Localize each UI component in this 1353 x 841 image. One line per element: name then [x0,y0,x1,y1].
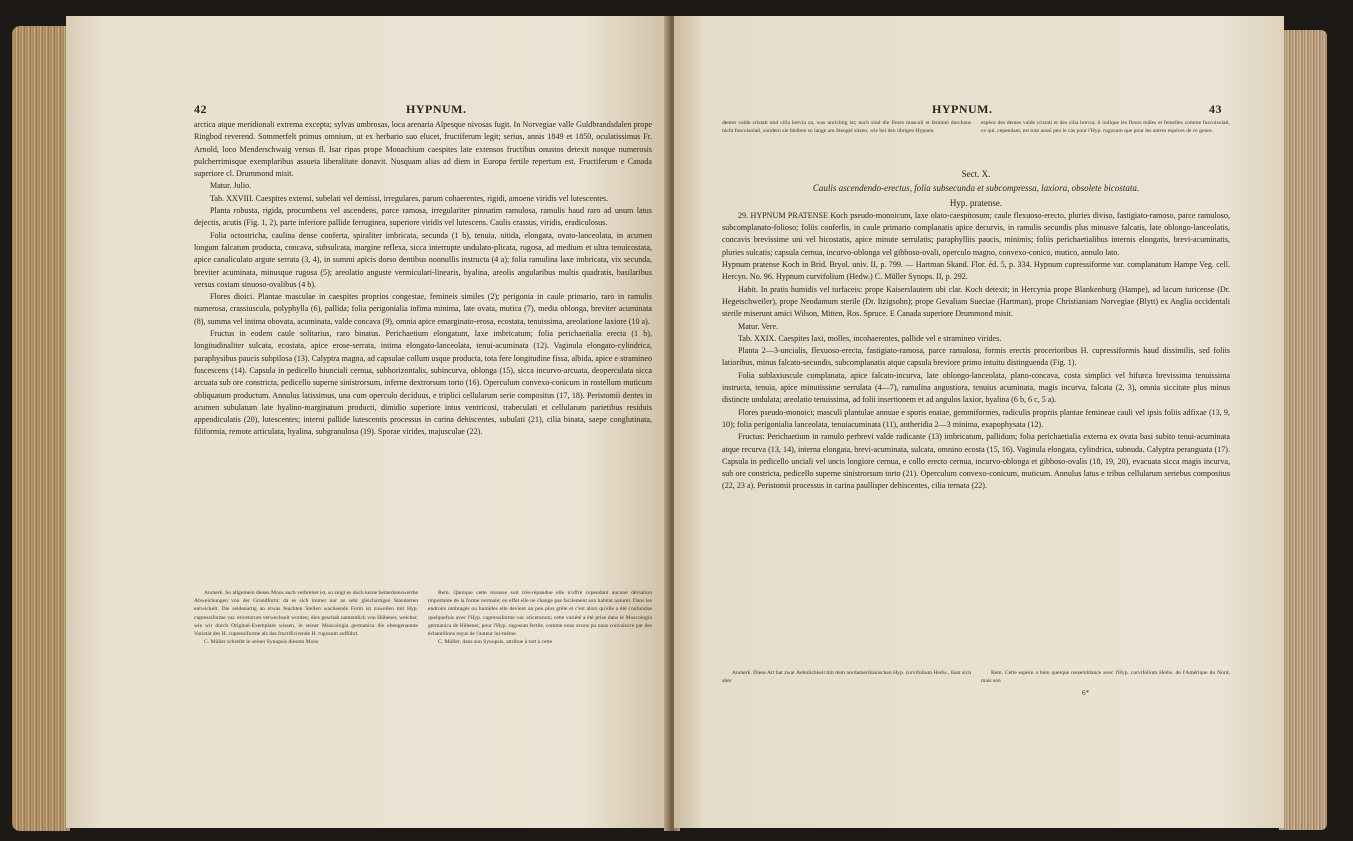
footnote-text: dentes valde cristati und cilia brevia zu, was unrichtig ist; auch sind die flores masculi et feminei durchaus nicht fuscoisolati, sondern sie bleiben so lange am Stengel sitzen, wie bei den übrigen Hypnen. [722,120,971,135]
page-edges-right [1279,30,1327,830]
page-edges-left [12,26,70,831]
footnote-text: C. Müller schreibt in seiner Synopsis diesem Moos [204,639,319,646]
habitat: Habit. In pratis humidis vel turfaceis: prope Kaiserslautern ubi clar. Koch detexit; in Hercynia prope Blankenburg (Hampe), ad lacum turicense (Dr. Hegetschweiler), prope Neodamum sterile (Dr. Itzigsohn); prope Gevaliam Sueciae (Hartman), prope Christianiam Norvegiae (Blytt) ex Anglia occidentali sterile miserunt amici Wilson, Mitten, Ros. Spruce. E Canada superiore Drummond misit. [722,284,1230,319]
footnote-text: Rem. Quoique cette mousse soit très-répandue elle n'offre cependant aucune déviation importante de la forme normale; en effet elle ne change pas facilement son habitat naturel. Dans les endroits ombragés ou humides elle devient un peu plus grêle et c'est alors qu'elle a été confondue quelquefois avec l'Hyp. cupressiforme var. ericetorum; cette variété a été prise dans le Muscologia germanica de Hübener, pour l'Hyp. rugosum fertile, comme nous avons pu nous convaincre par des échantillons reçus de l'auteur lui-même. [428,590,652,638]
footnote-french [428,589,652,646]
right-top-footnotes [722,119,1230,135]
species-heading: Hyp. pratense. [949,197,1003,208]
left-page [66,16,671,828]
section-title: Sect. X. [961,169,991,179]
book-spread [12,16,1327,836]
footnote-text: Anmerk. So allgemein dieses Moos auch verbreitet ist, so zeigt es doch keine bemerkenswerthe Abweichungen von der Grundform; da es sich immer nur an sehr gleichartigen Standorten entwickelt. Die seidenartig an etwas feuchten Stellen wachsende Form ist zuweilen mit Hyp. cupressiforme var. ericetorum verwechselt worden; dies geschah namentlich von Hübener, welcher, wie wir durch Original-Exemplare wissen, in seiner Muscologia germanica die ebengenannte Varietät des H. cupressiforme als das fructificirende H. rugosum aufführt. [194,590,418,638]
footnote-text: Rem. Cette espèce a bien quelque ressemblance avec l'Hyp. curvifolium Hedw. de l'Amérique du Nord, mais son [981,670,1230,685]
paragraph: Folia octostricha, caulina dense conferta, spiraliter imbricata, secunda (1 b), tenuia, nitida, elongata, ovato-lanceolata, in acumen longum falcatum producta, concava, subsulcata, margine reflexa, sicca interrupte undulato-plicata, rugosa, ad medium et ultra tenuicostata, apice canaliculato argute serrata (3, 4), in summi apicis dorso dentibus nonnullis instructa (4 a); folia ramulina laxe imbricata, vix secunda, breviter acuminata, minusque rugosa (5); areolatio anguste vermiculari-linearis, hyalina, areolis angularibus multis quadratis, basilaribus versus costam sinuoso-ovalibus (4 b). [194,230,652,289]
running-header-right: HYPNUM. [932,102,993,116]
footnote-text: espèce des dentes valde cristati et des cilia brevia; il indique les fleurs mâles et femelles comme fuscoisolati, ce qui, cependant, est tout aussi peu le cas pour l'Hyp. rugosum que pour les autres espèces de ce genre. [981,120,1230,135]
running-header-left: HYPNUM. [406,102,467,116]
plate-description: Tab. XXIX. Caespites laxi, molles, incohaerentes, pallide vel e stramineo virides. [738,333,1002,343]
plant-description: Planta 2—3-uncialis, flexuoso-erecta, fastigiato-ramosa, parce ramulosa, formis erectis procerioribus H. cupressiformis haud dissimilis, sed foliis latioribus, minus falcato-secundis, subcomplanatis atque capsula breviore primo intuitu distinguenda (Fig. 1). [722,346,1230,368]
footnote-german [194,589,418,646]
paragraph: Planta robusta, rigida, procumbens vel ascendens, parce ramosa, irregulariter pinnatim ramulosa, ramulis haud raro ad unum latus dejectis, acutis (Fig. 1, 2), parte inferiore pallide ferruginea, superiore viridis vel lutescens. Caulis crassus, viridis, eradiculosus. [194,206,652,228]
left-footnotes [194,589,652,646]
paragraph: arctica atque meridionali extrema excepta; sylvas umbrosas, loca arenaria Alpesque nivosas fugit. In Norvegiae valle Guldbrandsdalen prope Ringbod reverend. Sommerfelt primus omnium, ut ex herbario suo elucet, fructiferum legit; serius, annis 1849 et 1850, oculatissimus Fr. Arnold, loco Menderschwaig versus fl. Isar ripas prope Monachium caespites late extensos fructibus onustos detexit nosque numerosis pulcherrimisque exemplaribus assueta liberalitate donavit. Nusquam alias ad diem in Europa fertile repertum est. Fructiferum e Canada superiore cl. Drummond misit. [194,120,652,179]
paragraph: Flores dioici. Plantae masculae in caespites proprios congestae, femineis similes (2); perigonia in caule primario, raro in ramulis numerosa, crassiuscula, polyphylla (6), pallida; folia perigonialia infima minima, late ovata, mutica (7), media oblonga, breviter acuminata (8), summa vel intima obovata, acuminata, valde concava (9), omnia apice emarginato-erosa, ecostata, tenuissima, areolatione laxiore (10 a). [194,292,652,326]
left-body-text [194,119,652,439]
diagnosis: 29. HYPNUM PRATENSE Koch pseudo-monoicum, laxe olato-caespitosum; caule flexuoso-erecto, pluries diviso, fastigiato-ramoso, parce ramuloso, subcomplanato-folioso; foliis conferlis, in caule primario complanatis apice decurvis, in ramulis secundis plus minusve falcatis, late oblongo-lanceolatis, concavis brevissime uni vel bicostatis, apice minute serrulatis; paraphylliis paucis, minimis; foliis perichaetialibus internis elongatis, brevi-acuminatis, pluries sulcatis; capsula cernua, incurvo-oblonga vel gibboso-ovali, operculo magno, convexo-conico, mutico, annulo lato. [722,210,1230,257]
page-number-right: 43 [1209,102,1222,116]
page-number-left: 42 [194,102,207,116]
section-description [722,182,1230,194]
footnote-text: C. Müller, dans son Synopsis, attribue à tort à cette [438,639,553,646]
signature-mark: 6* [1082,689,1089,697]
right-page [674,16,1284,828]
footnote-text: Anmerk. Diese Art hat zwar Aehnlichkeit mit dem nordamerikanischen Hyp. curvifolium Hedw., lässt sich aber [722,670,971,685]
paragraph: Matur. Julio. [210,181,252,191]
leaf-description: Folia sublaxiuscule complanata, apice falcato-incurva, late oblongo-lanceolata, plano-concava, costa simplici vel bifurca brevissima tenuissima instructa, tenuia, apice minutissime serrulata (4—7), ramulina angustiora, tenuius acuminata, magis incurva, falcata (2, 3), omnia siccitate plus minus distincte undulata; areolatio tenuissima, ad folii insertionem et ad angulos laxior, hyalina (6 b, 6 c, 5 a). [722,370,1230,405]
section-description-text: Caulis ascendendo-erectus, folia subsecunda et subcompressa, laxiora, obsolete bicostata. [812,183,1140,194]
paragraph: Tab. XXVIII. Caespites extensi, subelati vel demissi, irregulares, parum cohaerentes, rigidi, amoene viridis vel lutescentes. [210,193,609,203]
flower-description: Flores pseudo-monoici; masculi plantulae annuae e sporis enatae, gemmiformes, radiculis propriis plantae femineae cauli vel ipsis foliis adfixae (13, 9, 10); folia perigonialia lanceolata, tenuiacuminata (11), antheridia 2—3 minima, exapophysata (12). [722,407,1230,429]
maturation: Matur. Vere. [738,321,779,331]
fruit-description: Fructus: Perichaetium in ramulo perbrevi valde radicante (13) imbricatum, pallidum; folia perichaetialia externa ex ovata basi subito tenui-acuminata atque recurva (13, 14), interna elongata, brevi-acuminata, sulcata, omnino ecosta (15, 16). Vaginula elongata, cylindrica, subnuda. Calyptra peranguata (17). Capsula in pedicello unciali vel uncis longiore cernua, e collo erecto cernua, incurvo-oblonga et gibboso-ovalis (18, 19, 20), evacuata sicca magis incurva, sub ore constricta, pedicello superne sinistrorsum torto (21). Operculum convexo-conicum, muticum. Annulus latus e tribus cellularum seriebus compositus (22, 23 a). Peristomii processus in carina paullisper dehiscentes, cilia ternata (22). [722,432,1230,491]
right-bottom-footnotes [722,669,1230,685]
paragraph: Fructus in eodem caule solitarius, raro binatus. Perichaetium elongatum, laxe imbricatum; folia perichaetialia erecta (1 b), longitudinaliter sulcata, ecostata, apice erose-serrata, intima elongato-lanceolata, tenui-acuminata (12). Vaginula elongato-cylindrica, paraphysibus paucis subpilosa (13). Calyptra magna, ad capsulae collum usque producta, tota fere longitudine fissa, albida, apice e stramineo fuscescens (14). Capsula in pedicello biunciali cernua, subhorizontalis, subincurva, oblonga (15), sicca incurvo-arcuata, deoperculata sicca arcuata sub ore constricta, pedicello superne sinistrorsum, inferne dextrorsum torto (16). Operculum convexo-conicum in rostellum muticum obliquatum productum. Annulus latissimus, una cum operculo deciduus, e triplici cellularum serie compositus (17, 18). Peristomii dentes in acumen subulatum late hyalino-marginatum producti, dimidio superiore intus ventricosi, trabeculati et cellularum parietibus residuis appendiculatis (20), lutescentes; interni pallide lutescentis processus in carina dehiscentes, subulati (21), cilia binata, saepe conglutinata, filiformia, remote articulata, hyalina, subgranulosa (19). Sporae virides, majusculae (22). [194,329,652,437]
references: Hypnum pratense Koch in Brid. Bryol. univ. II, p. 799. — Hartman Skand. Flor. éd. 5, p. 334. Hypnum cupressiforme var. complanatum Hampe Veg. cell. Hercyn. No. 96. Hypnum curvifolium (Hedw.) C. Müller Synops. II, p. 292. [722,260,1230,282]
right-body-text [722,166,1230,493]
